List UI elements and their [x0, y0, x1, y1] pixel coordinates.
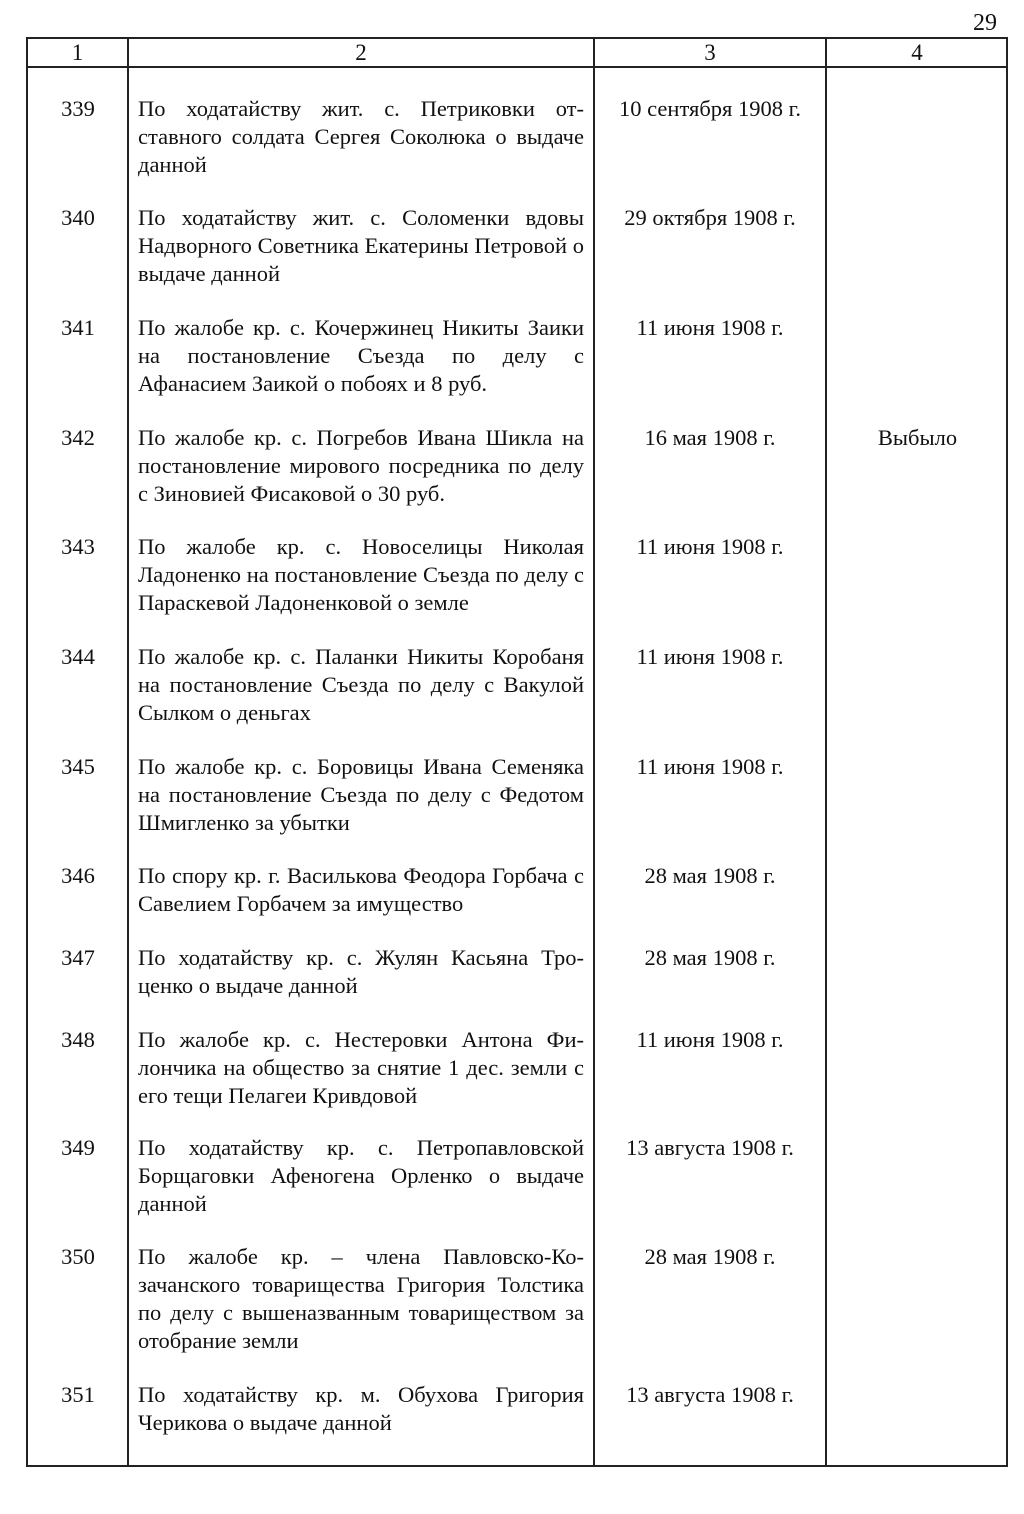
entry-date: 28 мая 1908 г. [644, 863, 776, 888]
entry-date: 11 июня 1908 г. [636, 754, 784, 779]
entry-date: 29 октября 1908 г. [624, 205, 796, 230]
entry-number: 347 [61, 945, 95, 970]
entry-date: 10 сентября 1908 г. [619, 96, 801, 121]
entry-number: 345 [61, 754, 95, 779]
entry-date: 13 августа 1908 г. [626, 1382, 794, 1407]
entry-description: По жалобе кр. с. Кочержинец Никиты Заики на постановление Съезда по делу с Афанасием Заикой о побоях и 8 руб. [138, 315, 584, 396]
entry-number: 344 [61, 644, 95, 669]
entry-date: 11 июня 1908 г. [636, 644, 784, 669]
entry-date: 11 июня 1908 г. [636, 1027, 784, 1052]
entry-description: По ходатайству жит. с. Петриковки отставного солдата Сергея Соколюка о выдаче данной [138, 96, 584, 177]
entry-description: По ходатайству кр. с. Петропавловской Борщаговки Афеногена Орленко о выдаче данной [138, 1135, 584, 1216]
entry-number: 348 [61, 1027, 95, 1052]
entry-number: 349 [61, 1135, 95, 1160]
column-header-4: 4 [911, 40, 923, 65]
entry-description: По жалобе кр. с. Боровицы Ивана Семеняка на постановление Съезда по делу с Федотом Шмигленко за убытки [138, 754, 584, 835]
entry-description: По жалобе кр. – члена Павловско-Козачанского товарищества Григория Толстика по делу с вышеназванным товариществом за отобрание земли [138, 1244, 584, 1353]
entry-number: 343 [61, 534, 95, 559]
entry-number: 342 [61, 425, 95, 450]
entry-number: 351 [61, 1382, 95, 1407]
entry-date: 28 мая 1908 г. [644, 1244, 776, 1269]
column-header-1: 1 [71, 40, 84, 65]
entry-description: По жалобе кр. с. Паланки Никиты Коробаня на постановление Съезда по делу с Вакулой Сылком о деньгах [138, 644, 584, 725]
entry-date: 11 июня 1908 г. [636, 534, 784, 559]
entry-description: По жалобе кр. с. Новоселицы Николая Ладоненко на постановление Съезда по делу с Параскевой Ладоненковой о земле [138, 534, 584, 615]
entry-note: Выбыло [877, 425, 958, 450]
column-header-3: 3 [704, 40, 716, 65]
column-divider [825, 37, 827, 1467]
entry-number: 346 [61, 863, 95, 888]
entry-number: 340 [61, 205, 95, 230]
entry-description: По жалобе кр. с. Погребов Ивана Шикла на постановление мирового посредника по делу с Зиновией Фисаковой о 30 руб. [138, 425, 584, 506]
entry-number: 339 [61, 96, 95, 121]
page-number: 29 [973, 10, 997, 36]
entry-description: По жалобе кр. с. Нестеровки Антона Филончика на общество за снятие 1 дес. земли с его тещи Пелагеи Кривдовой [138, 1027, 584, 1108]
entry-description: По ходатайству жит. с. Соломенки вдовы Надворного Советника Екатерины Петровой о выдаче данной [138, 205, 584, 286]
entry-date: 11 июня 1908 г. [636, 315, 784, 340]
entry-date: 28 мая 1908 г. [644, 945, 776, 970]
entry-date: 16 мая 1908 г. [644, 425, 776, 450]
entry-number: 341 [61, 315, 95, 340]
entry-description: По ходатайству кр. м. Обухова Григория Черикова о выдаче данной [138, 1382, 584, 1435]
column-header-2: 2 [355, 40, 367, 65]
entry-date: 13 августа 1908 г. [626, 1135, 794, 1160]
entry-description: По спору кр. г. Василькова Феодора Горбача с Савелием Горбачем за имущество [138, 863, 584, 916]
entry-number: 350 [61, 1244, 95, 1269]
column-divider [593, 37, 595, 1467]
entry-description: По ходатайству кр. с. Жулян Касьяна Троценко о выдаче данной [138, 945, 584, 998]
header-divider [26, 66, 1008, 68]
